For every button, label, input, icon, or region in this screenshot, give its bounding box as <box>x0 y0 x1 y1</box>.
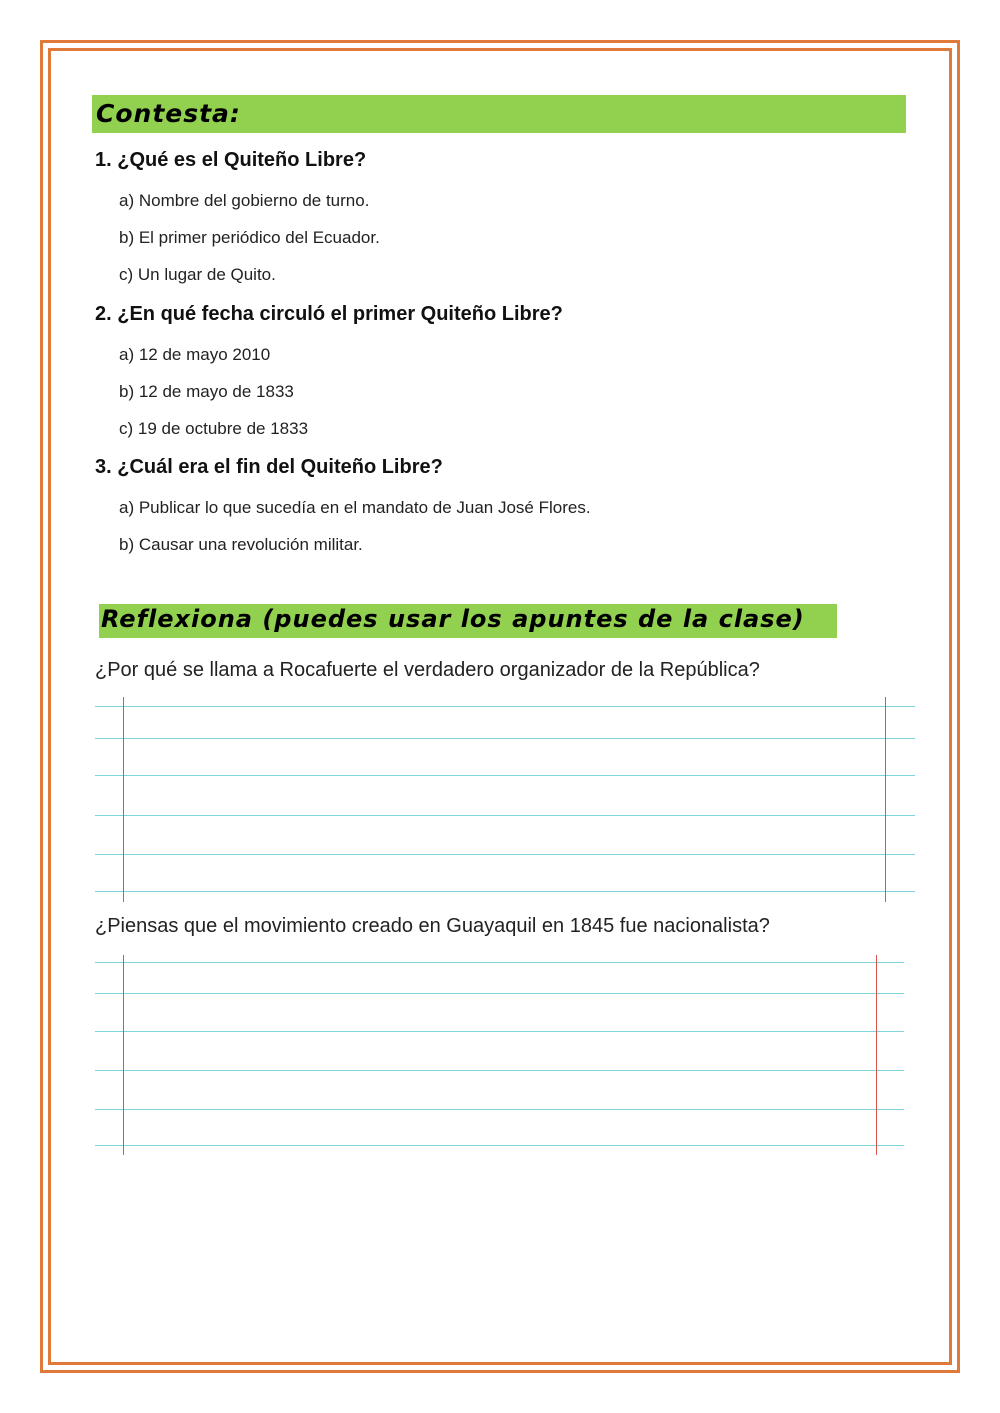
ruled-line <box>95 815 915 816</box>
answer-area-1[interactable] <box>95 697 915 902</box>
ruled-line <box>95 1145 904 1146</box>
margin-line-right <box>876 955 877 1155</box>
reflection-prompt-1: ¿Por qué se llama a Rocafuerte el verdadero organizador de la República? <box>95 659 760 681</box>
question-3-option-b[interactable]: b) Causar una revolución militar. <box>119 535 363 554</box>
ruled-line <box>95 738 915 739</box>
ruled-line <box>95 1031 904 1032</box>
answer-area-2[interactable] <box>95 955 904 1155</box>
margin-line-left <box>123 955 124 1155</box>
question-2-option-c[interactable]: c) 19 de octubre de 1833 <box>119 419 309 438</box>
question-3: 3. ¿Cuál era el fin del Quiteño Libre? <box>95 456 443 478</box>
section-title: Reflexiona (puedes usar los apuntes de la clase) <box>101 605 805 633</box>
ruled-line <box>95 993 904 994</box>
question-1-option-a[interactable]: a) Nombre del gobierno de turno. <box>119 191 370 210</box>
question-1: 1. ¿Qué es el Quiteño Libre? <box>95 149 367 171</box>
question-2-option-a[interactable]: a) 12 de mayo 2010 <box>119 345 271 364</box>
question-1-option-b[interactable]: b) El primer periódico del Ecuador. <box>119 228 380 247</box>
section-title: Contesta: <box>96 99 241 128</box>
ruled-line <box>95 854 915 855</box>
section-header-reflexiona <box>99 604 837 638</box>
margin-line-right <box>885 697 886 902</box>
section-header-contesta <box>92 95 906 133</box>
question-3-option-a[interactable]: a) Publicar lo que sucedía en el mandato de Juan José Flores. <box>119 498 591 517</box>
ruled-line <box>95 706 915 707</box>
ruled-line <box>95 1109 904 1110</box>
question-2: 2. ¿En qué fecha circuló el primer Quiteño Libre? <box>95 303 563 325</box>
ruled-line <box>95 891 915 892</box>
ruled-line <box>95 962 904 963</box>
question-2-option-b[interactable]: b) 12 de mayo de 1833 <box>119 382 294 401</box>
question-1-option-c[interactable]: c) Un lugar de Quito. <box>119 265 276 284</box>
ruled-line <box>95 1070 904 1071</box>
margin-line-left <box>123 697 124 902</box>
ruled-line <box>95 775 915 776</box>
reflection-prompt-2: ¿Piensas que el movimiento creado en Guayaquil en 1845 fue nacionalista? <box>95 915 770 937</box>
